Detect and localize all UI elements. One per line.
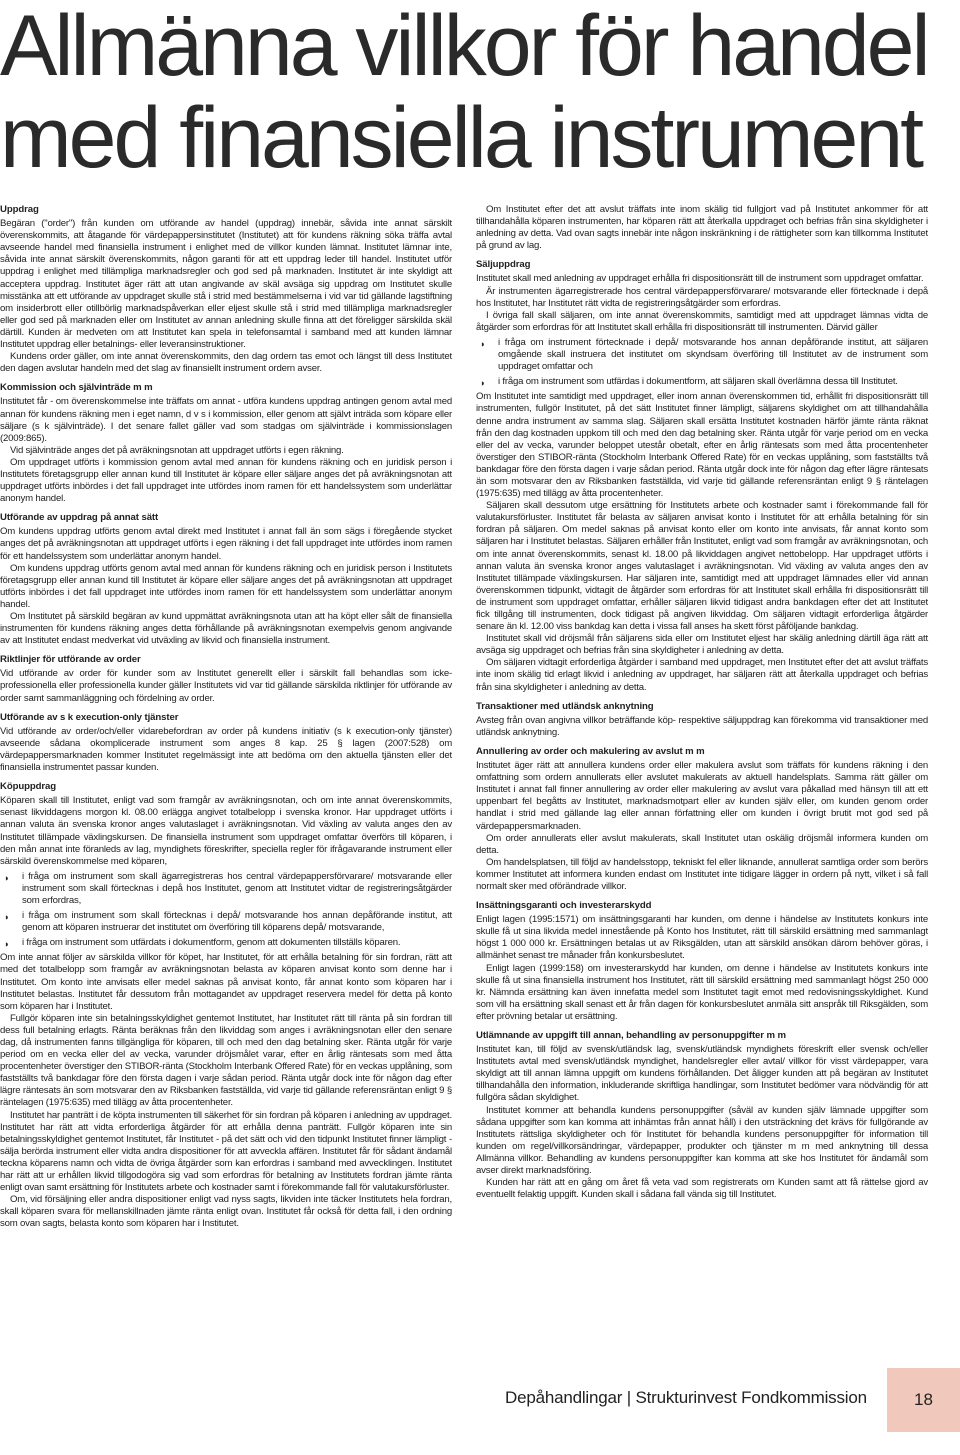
bullet-icon: ◗ xyxy=(4,912,10,923)
paragraph: Enligt lagen (1999:158) om investerarskydd har kunden, om denne i händelse av Institutets konkurs inte skulle få ut sina finansiella instrument hos Institutet, rätt till särskild ersättning med sammanlagt högst 250 000 kr. Nämnda ersättning kan även innefatta medel som Institutet tagit emot med redovisningsskyldighet. Kund som vill ha ersättning skall senast ett år från dagen för konkursbeslutet anmäla sitt anspråk till Riksgälden, som efter prövning betalar ut ersättning. xyxy=(476,962,928,1022)
section-heading: Uppdrag xyxy=(0,204,39,215)
paragraph: Om handelsplatsen, till följd av handelsstopp, tekniskt fel eller liknande, annullerat samtliga order som berörs kommer Institutet att informera kunden endast om Institutet inte tidigare lägger in ordern på nytt, vilket i så fall normalt sker med oförändrade villkor. xyxy=(476,856,928,892)
bullet-item xyxy=(476,337,928,373)
paragraph: Om order annullerats eller avslut makulerats, skall Institutet utan oskälig dröjsmål informera kunden om detta. xyxy=(476,832,928,856)
paragraph: Om kundens uppdrag utförts genom avtal med annan för kundens räkning och en juridisk person i Institutets företagsgrupp eller annan kund till Institutet är köpare eller säljare anges det på avräkningsnotan att uppdraget utförts inbördes i det fall uppdraget inte utfördes inom ramen för ett handelssystem som underlättar anonym handel. xyxy=(0,562,452,610)
footer-text: Depåhandlingar | Strukturinvest Fondkommission xyxy=(505,1388,867,1407)
left-column xyxy=(0,204,452,1231)
bullet-text: i fråga om instrument som skall förtecknas i depå/ motsvarande hos annan depåförande institut, att genom att köparen instruerar det institutet om överföring till köparens depå/ motsvarande, xyxy=(22,910,452,934)
paragraph: Vid utförande av order för kunder som av Institutet generellt eller i särskilt fall behandlas som icke-professionella eller professionella kunder gäller Institutets vid var tid gällande särskilda riktlinjer för utförande av order samt sammanläggning och fördelning av order. xyxy=(0,668,452,704)
paragraph: Vid utförande av order/och/eller vidarebefordran av order på kundens initiativ (s k execution-only tjänster) avseende sådana okomplicerade instrument som anges 8 kap. 25 § lagen (2007:528) om värdepappersmarknaden kommer Institutet regelmässigt inte att bedöma om den aktuella tjänsten eller det finansiella instrumentet passar kunden. xyxy=(0,725,452,774)
paragraph: Begäran ("order") från kunden om utförande av handel (uppdrag) innebär, såvida inte annat särskilt överenskommits, att åtagande för värdepappersinstitutet (Institutet) att för kundens räkning söka träffa avtal avseende handel med finansiella instrument i enlighet med de villkor kunden lämnat. Institutet lämnar inte, såvida inte annat särskilt överenskommits, någon garanti för att ett uppdrag leder till handel. Institutet utför uppdrag i enlighet med tillämpliga marknadsregler och god sed på marknaden. Institutet är inte skyldigt att acceptera uppdrag. Institutet äger rätt att utan angivande av skäl avsäga sig uppdrag om Institutet skulle misstänka att ett utförande av uppdraget skulle stå i strid med bestämmelserna i vid var tid gällande lagstiftning om insiderbrott eller otillbörlig marknadspåverkan eller eljest skulle stå i strid med tillämpliga marknadsregler eller god sed på marknaden eller om Institutet av annan anledning skulle finna att det föreligger särskilda skäl därtill. Kunden är medveten om att Institutet kan spela in telefonsamtal i samband med att kunden lämnar Institutet uppdrag eller betalnings- eller leveransinstruktioner. xyxy=(0,218,452,351)
section-heading: Säljuppdrag xyxy=(476,259,531,271)
paragraph: Om säljaren vidtagit erforderliga åtgärder i samband med uppdraget, men Institutet efter det att avslut träffats inte inom skälig tid erlagt likvid i anledning av uppdraget, har säljaren rätt att återkalla uppdraget och befrias från sina skyldigheter i anledning av detta. xyxy=(476,657,928,693)
paragraph: Institutet får - om överenskommelse inte träffats om annat - utföra kundens uppdrag antingen genom avtal med annan för kundens räkning men i eget namn, d v s i kommission, eller genom att självt inträda som köpare eller säljare (s k självinträde). I det senare fallet gäller vad som stadgas om självinträde i kommissionslagen (2009:865). xyxy=(0,396,452,444)
page-title-line1: Allmänna villkor för handel xyxy=(0,0,928,94)
paragraph: Säljaren skall dessutom utge ersättning för Institutets arbete och kostnader samt i förekommande fall för valutakursförluster. Institutet får belasta av säljaren anvisat konto i Institutet för att erhålla betalning för sin fordran på säljaren. Om medel saknas på anvisat konto eller om konto inte anvisats, får annat konto som säljaren har i Institutet belastas. Säljaren erhåller från Institutet, enligt vad som framgår av avräkningsnotan, och om inte annat överenskommits, senast kl. 18.00 på likviddagen angivet nettobelopp. Har uppdraget utförts i annan valuta än svenska kronor anges valutaslaget i avräkningsnotan. Vid växling av valuta anges den av Institutet tillämpade växlingskursen. Har säljaren inte, samtidigt med att uppdraget lämnades eller vid annan överenskommen tidpunkt, vidtagit de åtgärder som erfordras för att Institutet skall erhålla fri dispositionsrätt till de instrument som uppdraget omfattar, erhåller säljaren likvid tidigast andra bankdagen efter det att Institutet fick tillgång till instrumenten, dock tidigast på angiven likviddag. Om säljaren vidtagit erforderliga åtgärder senare än kl. 12.00 viss bankdag kan detta i vissa fall anses ha skett först påföljande bankdag. xyxy=(476,500,928,633)
section-heading: Utförande av uppdrag på annat sätt xyxy=(0,512,159,524)
bullet-icon: ◗ xyxy=(480,378,486,389)
bullet-item xyxy=(0,871,452,907)
section-heading: Utlämnande av uppgift till annan, behandling av personuppgifter m m xyxy=(476,1030,786,1041)
paragraph: Institutet kommer att behandla kundens personuppgifter (såväl av kunden själv lämnade uppgifter som sådana uppgifter som kan komma att inhämtas från annat håll) i den utsträckning det krävs för fullgörande av Institutets rättsliga skyldigheter och för Institutet för behandla kundens personuppgifter för information till kunden om regel/villkorsändringar, värdepapper, produkter och tjänster m m med anknytning till dessa Allmänna villkor. Behandling av kundens personuppgifter kan komma att ske hos Institutet för ändamål som avser direkt marknadsföring. xyxy=(476,1104,928,1177)
paragraph: Kundens order gäller, om inte annat överenskommits, den dag ordern tas emot och längst till dess Institutet den dagen avslutar handeln med det slag av finansiellt instrument ordern avser. xyxy=(0,351,452,375)
section-heading: Köpuppdrag xyxy=(0,781,57,793)
paragraph: Om, vid försäljning eller andra dispositioner enligt vad nyss sagts, likviden inte täcker Institutets hela fordran, skall köparen svara för mellanskillnaden jämte ränta enligt ovan. Institutet får också för detta fall, i den ordning som ovan sagts, belasta konto som köparen har i Institutet. xyxy=(0,1194,452,1230)
paragraph: Om Institutet inte samtidigt med uppdraget, eller inom annan överenskommen tid, erhållit fri dispositionsrätt till instrumenten, fullgör Institutet, på det sätt Institutet finner lämpligt, säljarens skyldighet om att tillhandahålla denne andra instrument av samma slag. Säljaren skall ersätta Institutet kostnaden härför jämte ränta räknat från den dag kostnaden uppkom till och med den dag betalning sker. Ränta utgår för varje period om en vecka eller del av vecka, varunder beloppet utestår obetalt, efter en årlig räntesats som med åtta procentenheter överstiger den STIBOR-ränta (Stockholm Interbank Offered Rate) för en veckas upplåning, som fastställts två bankdagar före den första dagen i varje sådan period. Ränta utgår dock inte för någon dag efter lägre räntesats än som motsvarar den av Riksbanken fastställda, vid varje tid gällande referensräntan enligt 9 § räntelagen (1975:635) med tillägg av åtta procentenheter. xyxy=(476,391,928,500)
page-number-box xyxy=(887,1368,960,1432)
paragraph: Vid självinträde anges det på avräkningsnotan att uppdraget utförts i egen räkning. xyxy=(10,444,344,456)
bullet-text: i fråga om instrument som utfärdas i dokumentform, att säljaren skall överlämna dessa till Institutet. xyxy=(498,376,898,388)
paragraph: Om kundens uppdrag utförts genom avtal direkt med Institutet i annat fall än som sägs i föregående stycket anges det på avräkningsnotan att uppdraget utförts i egen räkning i det fall uppdraget inte utfördes inom ramen för ett handelssystem som underlättar anonym handel. xyxy=(0,526,452,562)
bullet-icon: ◗ xyxy=(4,939,10,950)
paragraph: Avsteg från ovan angivna villkor beträffande köp- respektive säljuppdrag kan förekomma vid transaktioner med utländsk anknytning. xyxy=(476,714,928,738)
paragraph: Kunden har rätt att en gång om året få veta vad som registrerats om Kunden samt att få rättelse gjord av eventuellt felaktig uppgift. Kunden skall i sådana fall vända sig till Institutet. xyxy=(476,1177,928,1201)
bullet-text: i fråga om instrument som utfärdats i dokumentform, genom att dokumenten tillställs köparen. xyxy=(22,937,401,949)
bullet-item xyxy=(0,910,452,934)
section-heading: Annullering av order och makulering av avslut m m xyxy=(476,745,705,757)
section-heading: Insättningsgaranti och investerarskydd xyxy=(476,900,652,912)
paragraph: Om Institutet efter det att avslut träffats inte inom skälig tid fullgjort vad på Institutet ankommer för att tillhandahålla köparen instrumenten, har köparen rätt att återkalla uppdraget och befrias från sina skyldigheter i anledning av detta. Vad ovan sagts innebär inte någon inskränkning i de rättigheter som kan tillkomma Institutet på grund av lag. xyxy=(476,204,928,252)
paragraph: Fullgör köparen inte sin betalningsskyldighet gentemot Institutet, har Institutet rätt till ränta på sin fordran till dess full betalning erlagts. Ränta beräknas från den likviddag som anges i avräkningsnotan eller den senare dag, då instrumenten fanns tillgängliga för köparen, till och med den dag betalning sker. Ränta utgår för varje period om en vecka eller del av vecka, varunder dröjsmålet varar, efter en årlig räntesats som med åtta procentenheter överstiger den STIBOR-ränta (Stockholm Interbank Offered Rate) för en veckas upplåning, som fastställts två bankdagar före den första dagen i varje sådan period. Ränta utgår dock inte för någon dag efter lägre räntesats än som motsvarar den av Riksbanken fastställda, vid varje tid gällande referensräntan enligt 9 § räntelagen (1975:635) med tillägg av åtta procentenheter. xyxy=(0,1012,452,1109)
paragraph: Institutet äger rätt att annullera kundens order eller makulera avslut som träffats för kundens räkning i den omfattning som ordern annullerats eller avslutet makulerats av aktuell handelsplats. Samma rätt gäller om Institutet i annat fall finner annullering av order eller makulering av avslut vara påkallad med hänsyn till att ett uppenbart fel begåtts av Institutet, marknadsmotpart eller av kunden själv eller, om kunden genom order handlat i strid med gällande lag eller annan författning eller om kunden i övrigt brutit mot god sed på värdepappersmarknaden. xyxy=(476,760,928,832)
bullet-icon: ◗ xyxy=(4,872,10,883)
paragraph: I övriga fall skall säljaren, om inte annat överenskommits, samtidigt med att uppdraget lämnas vidta de åtgärder som erfordras för att Institutet skall erhålla fri dispositionsrätt till instrumenten. Därvid gäller xyxy=(476,309,928,333)
paragraph: Institutet har panträtt i de köpta instrumenten till säkerhet för sin fordran på köparen i anledning av uppdraget. Institutet har rätt att vidta erforderliga åtgärder för att erhålla denna panträtt. Fullgör köparen inte sin betalningsskyldighet gentemot Institutet, får Institutet - på det sätt och vid den tidpunkt Institutet finner lämpligt - sälja berörda instrument eller vidta andra dispositioner för att avveckla affären. Institutet får för sådant ändamål teckna köparens namn och vidta de övriga åtgärder som kan erfordras i samband med avvecklingen. Institutet har rätt att ur erhållen likvid tillgodogöra sig vad som erfordras för betalning av Institutets fordran jämte ränta enligt ovan samt ersättning för Institutets arbete och kostnader samt i förekommande fall för valutakursförluster. xyxy=(0,1109,452,1194)
paragraph: Om Institutet på särskild begäran av kund uppmättat avräkningsnota utan att ha köpt eller sålt de finansiella instrumenten för kundens räkning anges detta förhållande på avräkningsnotan exempelvis genom angivande av att Institutet endast medverkat vid utväxling av likvid och finansiella instrument. xyxy=(0,611,452,647)
bullet-text: i fråga om instrument förtecknade i depå/ motsvarande hos annan depåförande institut, att säljaren omgående skall instruera det institutet om skyndsam överföring till Institutet av de instrument som uppdraget omfattar och xyxy=(498,336,928,373)
section-heading: Riktlinjer för utförande av order xyxy=(0,654,141,666)
paragraph: Är instrumenten ägarregistrerade hos central värdepappersförvarare/ motsvarande eller förtecknade i depå hos Institutet, har Institutet rätt vidta de registreringsåtgärder som erfordras. xyxy=(476,285,928,309)
page-number: 18 xyxy=(914,1390,933,1409)
page-title xyxy=(0,0,960,184)
paragraph: Institutet kan, till följd av svensk/utländsk lag, svensk/utländsk myndighets föreskrift eller svensk och/eller Institutets avtal med svensk/utländsk myndighet, handelsregler eller avtal/ villkor för visst värdepapper, vara skyldigt att till annan lämna uppgift om kundens förhållanden. Det åligger kunden att på begäran av Institutet tillhandahålla den information, inkluderande skriftliga handlingar, som Institutet bedömer vara nödvändig för att fullgöra sådan skyldighet. xyxy=(476,1044,928,1104)
section-heading: Utförande av s k execution-only tjänster xyxy=(0,711,179,723)
right-column xyxy=(476,204,928,1201)
bullet-item xyxy=(0,937,452,949)
bullet-text: i fråga om instrument som skall ägarregistreras hos central värdepappersförvarare/ motsvarande eller instrument som skall förtecknas i depå hos Institutet, genom att Institutet vidtar de registreringsåtgärder som erfordras, xyxy=(22,870,452,906)
paragraph: Om inte annat följer av särskilda villkor för köpet, har Institutet, för att erhålla betalning för sin fordran, rätt att med det totalbelopp som framgår av avräkningsnotan belasta av köparen anvisat konto som denne har i Institutet. Om konto inte anvisats eller medel saknas på anvisat konto, får annat konto som köparen har i Institutet belastas. Institutet får dessutom från mottagandet av uppdraget reservera medel för detta på konto som köparen har i Institutet. xyxy=(0,952,452,1012)
bullet-icon: ◗ xyxy=(480,338,486,349)
page-title-line2: med finansiella instrument xyxy=(0,90,922,186)
paragraph: Enligt lagen (1995:1571) om insättningsgaranti har kunden, om denne i händelse av Institutets konkurs inte skulle få ut sina likvida medel innestående på Konto hos Institutet, rätt till särskild ersättning med sammanlagt högst 1 000 000 kr. Ersättningen betalas ut av Riksgälden, utan att särskild ansökan därom behöver göras, i allmänhet senast tre månader från konkursbeslutet. xyxy=(476,914,928,962)
paragraph: Om uppdraget utförts i kommission genom avtal med annan för kundens räkning och en juridisk person i Institutets företagsgrupp eller annan kund till Institutet är köpare eller säljare anges det på avräkningsnotan att uppdraget utförts inbördes i det fall uppdraget inte utfördes inom ramen för ett handelssystem som underlättar anonym handel. xyxy=(0,456,452,505)
paragraph: Köparen skall till Institutet, enligt vad som framgår av avräkningsnotan, och om inte annat överenskommits, senast likviddagens morgon kl. 08.00 erlägga angivet totalbelopp i svenska kronor. Har uppdraget utförts i annan valuta än svenska kronor anges valutaslaget i avräkningsnotan. Vid växling av valuta anges den av Institutet tillämpade växlingskursen. De finansiella instrument som uppdraget omfattar överförs till köparen, i den mån annat inte föranleds av lag, myndighets föreskrifter, speciella regler för ifrågavarande instrument eller särskild överenskommelse med köparen, xyxy=(0,795,452,867)
section-heading: Kommission och självinträde m m xyxy=(0,382,153,394)
paragraph: Institutet skall med anledning av uppdraget erhålla fri dispositionsrätt till de instrument som uppdraget omfattar. xyxy=(476,273,924,285)
paragraph: Institutet skall vid dröjsmål från säljarens sida eller om Institutet eljest har skälig anledning därtill äga rätt att avsäga sig uppdraget och befrias från sina skyldigheter i anledning av detta. xyxy=(476,633,928,657)
section-heading: Transaktioner med utländsk anknytning xyxy=(476,700,654,712)
bullet-item xyxy=(476,376,928,388)
